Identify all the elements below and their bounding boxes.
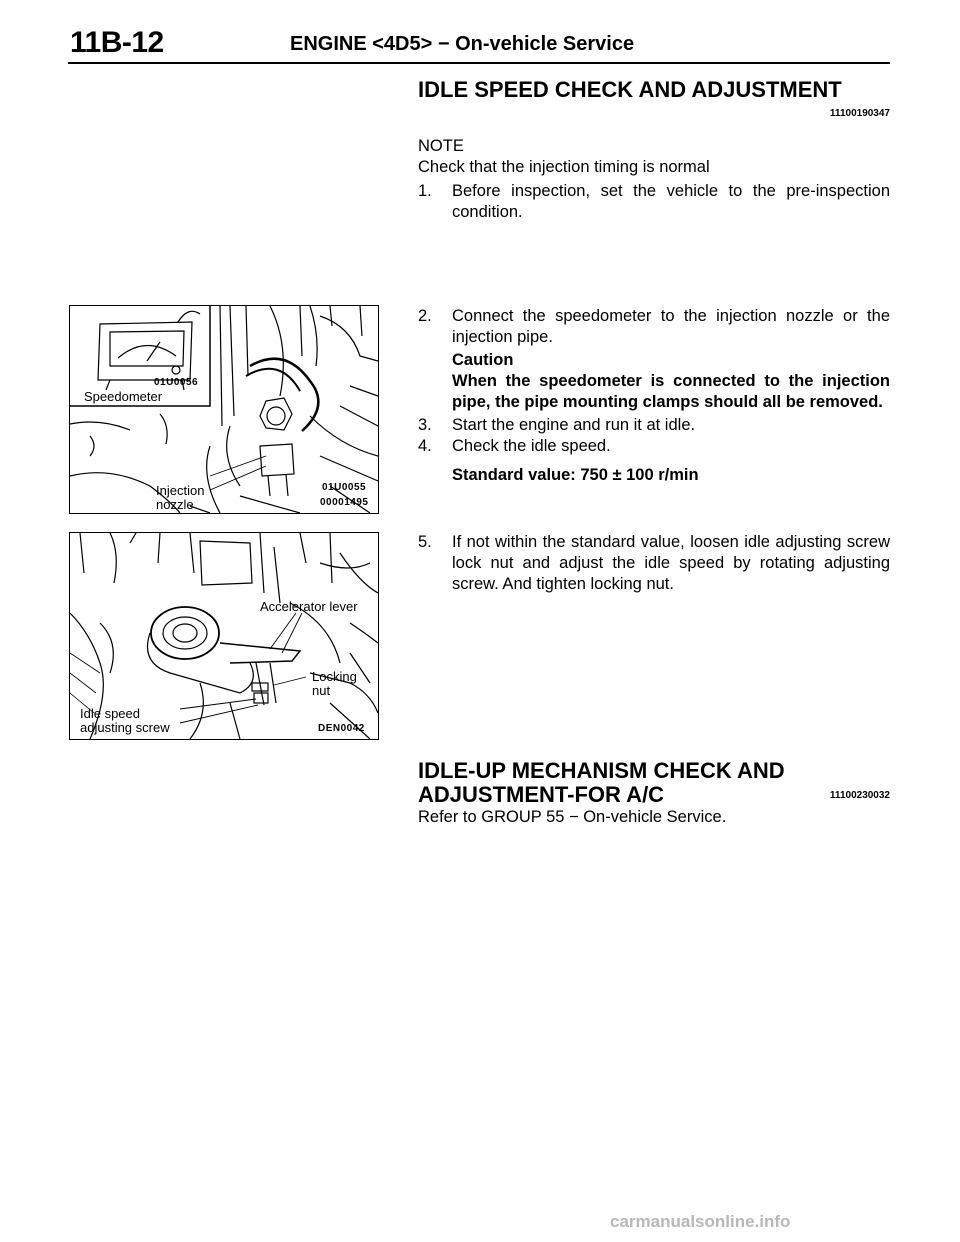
section-code-idle-speed: 11100190347: [829, 108, 890, 119]
note-text: Check that the injection timing is normal: [418, 158, 710, 176]
caution-block: [418, 350, 890, 413]
label-nut: nut: [312, 683, 331, 698]
step-4: [418, 436, 890, 457]
standard-value: Standard value: 750 ± 100 r/min: [452, 466, 699, 484]
figure-speedometer-connection: [69, 305, 379, 514]
figure-code: DEN0042: [318, 723, 365, 734]
step-4-number: 4.: [418, 437, 432, 455]
label-accelerator-lever: Accelerator lever: [260, 599, 358, 614]
figure-code-b: 00001495: [320, 497, 369, 508]
page-title: ENGINE <4D5> − On-vehicle Service: [290, 33, 635, 55]
caution-label: Caution: [452, 351, 514, 369]
section-code-idle-up: 11100230032: [829, 790, 890, 801]
label-locking: Locking: [312, 669, 357, 684]
step-1: [418, 181, 890, 223]
caution-text: When the speedometer is connected to the injection pipe, the pipe mounting clamps should all be removed.: [452, 372, 890, 411]
step-1-text: Before inspection, set the vehicle to the pre-inspection condition.: [452, 182, 890, 221]
figure-idle-speed-adjust: [69, 532, 379, 740]
section-title-idle-speed: IDLE SPEED CHECK AND ADJUSTMENT: [418, 77, 842, 102]
figure-code-a: 01U0055: [322, 482, 367, 493]
label-adjusting-screw: adjusting screw: [80, 720, 170, 735]
section-idle-up-text: Refer to GROUP 55 − On-vehicle Service.: [418, 808, 727, 826]
step-2: [418, 306, 890, 348]
inset-figure-code: 01U0056: [154, 377, 199, 388]
standard-value-block: [418, 465, 890, 486]
header-rule: [68, 62, 890, 64]
step-5: [418, 532, 890, 595]
note-label: NOTE: [418, 137, 464, 155]
page-code: 11B-12: [70, 26, 164, 59]
section-title-idle-up-line2: ADJUSTMENT-FOR A/C: [418, 782, 665, 807]
step-2-number: 2.: [418, 307, 432, 325]
step-1-number: 1.: [418, 182, 432, 200]
step-4-text: Check the idle speed.: [452, 437, 611, 455]
label-speedometer: Speedometer: [84, 389, 163, 404]
step-3-text: Start the engine and run it at idle.: [452, 416, 696, 434]
label-idle-speed: Idle speed: [80, 706, 140, 721]
label-injection: Injection: [156, 483, 205, 498]
step-5-text: If not within the standard value, loosen idle adjusting screw lock nut and adjust the idle speed by rotating adjusting screw. And tighten locking nut.: [452, 533, 890, 593]
label-nozzle: nozzle: [156, 497, 194, 512]
section-title-idle-up-line1: IDLE-UP MECHANISM CHECK AND: [418, 758, 785, 783]
step-5-number: 5.: [418, 533, 432, 551]
step-3: [418, 415, 890, 436]
step-3-number: 3.: [418, 416, 432, 434]
step-2-text: Connect the speedometer to the injection nozzle or the injection pipe.: [452, 307, 890, 346]
watermark: carmanualsonline.info: [610, 1212, 791, 1231]
